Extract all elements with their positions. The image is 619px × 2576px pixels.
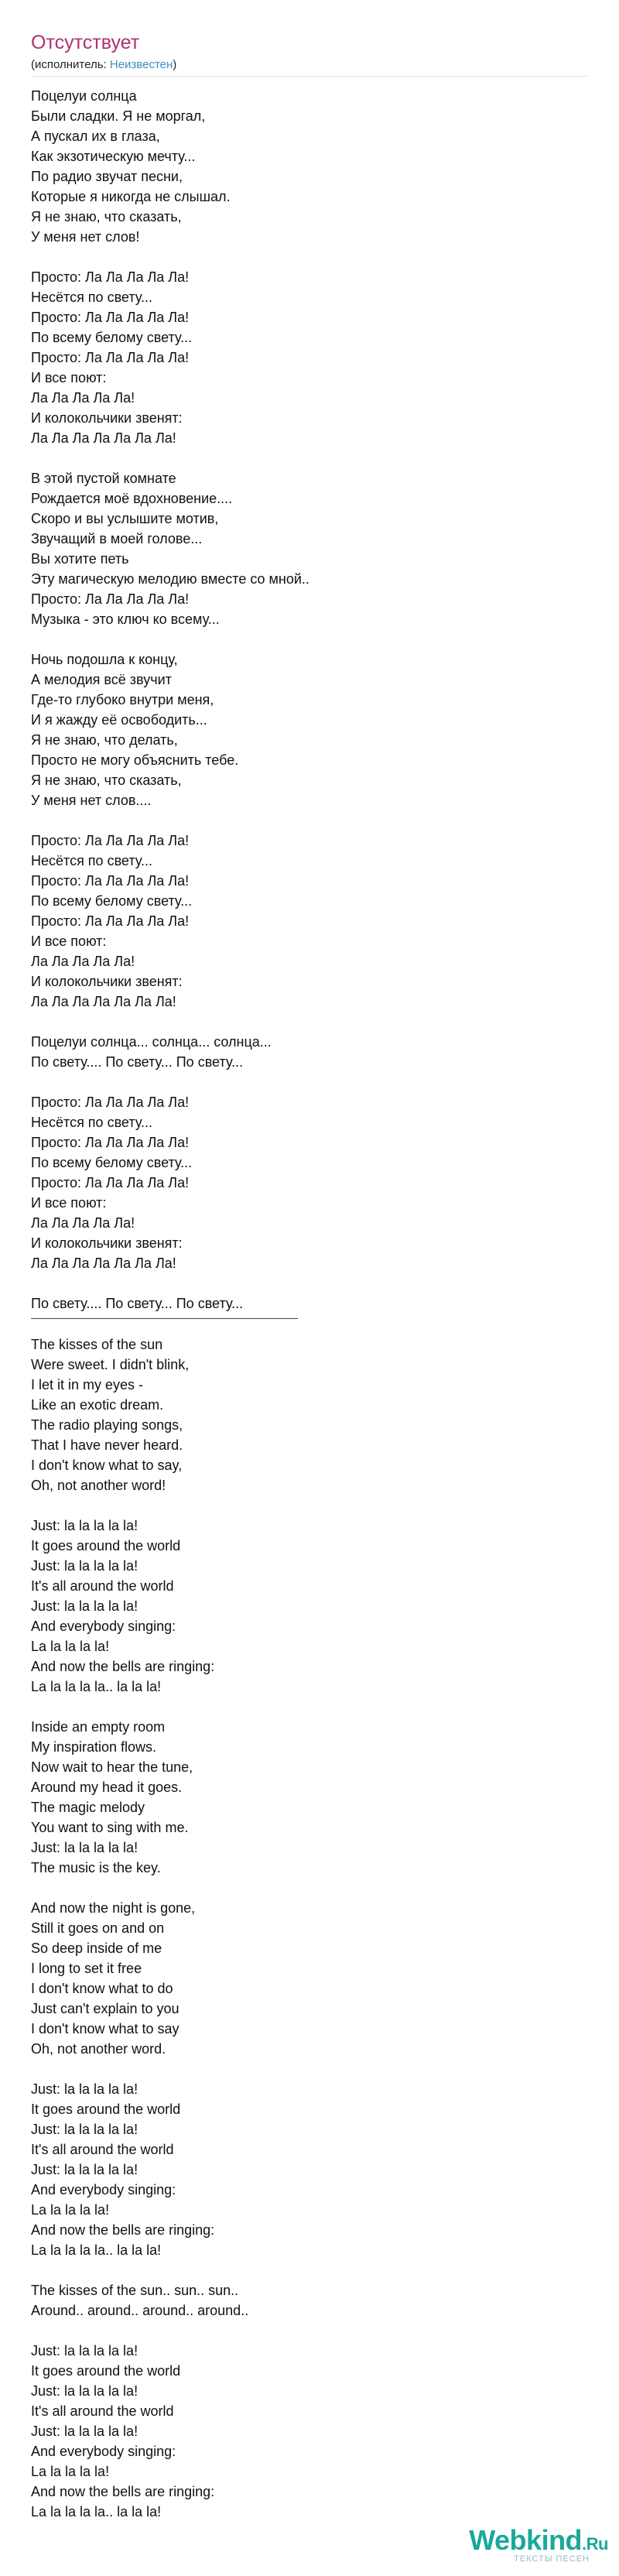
lyric-line: The kisses of the sun.. sun.. sun.. xyxy=(31,2283,239,2298)
lyric-line: Ночь подошла к концу, xyxy=(31,652,178,667)
lyric-line: I let it in my eyes - xyxy=(31,1377,144,1392)
lyric-line: I don't know what to say xyxy=(31,2021,180,2036)
stanza-gap xyxy=(31,247,588,267)
stanza xyxy=(31,1516,588,1697)
lyric-line: And everybody singing: xyxy=(31,1619,176,1634)
lyric-line: Just: la la la la la! xyxy=(31,1558,139,1574)
stanza-gap xyxy=(31,1697,588,1717)
lyric-line: Поцелуи солнца xyxy=(31,88,137,104)
stanza xyxy=(31,1334,588,1495)
lyric-line: Просто: Ла Ла Ла Ла Ла! xyxy=(31,350,190,365)
lyric-line: Скоро и вы услышите мотив, xyxy=(31,511,219,526)
lyric-line: Я не знаю, что делать, xyxy=(31,732,178,748)
lyric-line: Just can't explain to you xyxy=(31,2001,180,2016)
lyric-line: La la la la la.. la la la! xyxy=(31,2504,162,2519)
lyric-line: Просто: Ла Ла Ла Ла Ла! xyxy=(31,591,190,607)
stanza-gap xyxy=(31,1072,588,1092)
lyric-line: Музыка - это ключ ко всему... xyxy=(31,611,220,627)
lyric-line: The kisses of the sun xyxy=(31,1337,163,1352)
lyric-line: The magic melody xyxy=(31,1800,145,1815)
lyric-line: По всему белому свету... xyxy=(31,330,193,345)
lyric-line: Просто: Ла Ла Ла Ла Ла! xyxy=(31,873,190,889)
lyric-line: Ла Ла Ла Ла Ла! xyxy=(31,390,135,406)
lyric-line: Где-то глубоко внутри меня, xyxy=(31,692,214,707)
lyric-line: It goes around the world xyxy=(31,2363,181,2379)
lyric-line: La la la la la! xyxy=(31,1639,110,1654)
lyric-line: Звучащий в моей голове... xyxy=(31,531,203,546)
lyric-line: It's all around the world xyxy=(31,1578,174,1594)
lyric-line: Я не знаю, что сказать, xyxy=(31,209,182,224)
lyric-line: Just: la la la la la! xyxy=(31,2343,139,2358)
logo-tagline: ТЕКСТЫ ПЕСЕН xyxy=(514,2554,590,2564)
stanza-gap xyxy=(31,1495,588,1516)
lyric-line: The radio playing songs, xyxy=(31,1417,183,1433)
stanza xyxy=(31,468,588,629)
stanza xyxy=(31,649,588,810)
lyric-line: А пускал их в глаза, xyxy=(31,128,160,144)
lyric-line: Around.. around.. around.. around.. xyxy=(31,2303,249,2318)
lyric-line: I don't know what to say, xyxy=(31,1458,183,1473)
lyrics-russian xyxy=(31,86,588,1314)
lyric-line: Просто: Ла Ла Ла Ла Ла! xyxy=(31,1094,190,1110)
lyric-line: Просто: Ла Ла Ла Ла Ла! xyxy=(31,1175,190,1190)
artist-line xyxy=(31,57,588,77)
lyric-line: Just: la la la la la! xyxy=(31,1840,139,1855)
stanza-gap xyxy=(31,1878,588,1898)
stanza xyxy=(31,1898,588,2059)
lyric-line: Были сладки. Я не моргал, xyxy=(31,108,206,124)
lyric-line: Эту магическую мелодию вместе со мной.. xyxy=(31,571,310,587)
lyric-line: Просто: Ла Ла Ла Ла Ла! xyxy=(31,310,190,325)
lyric-line: И колокольчики звенят: xyxy=(31,1235,183,1251)
lyric-line: It goes around the world xyxy=(31,2102,181,2117)
lyric-line: Ла Ла Ла Ла Ла Ла Ла! xyxy=(31,1255,176,1271)
stanza xyxy=(31,267,588,448)
logo-name: Webkind xyxy=(469,2524,583,2556)
lyric-line: I long to set it free xyxy=(31,1961,142,1976)
lyric-line: That I have never heard. xyxy=(31,1437,183,1453)
lyric-line: La la la la la.. la la la! xyxy=(31,1679,162,1694)
lyric-line: По всему белому свету... xyxy=(31,1155,193,1170)
artist-suffix: ) xyxy=(173,58,177,71)
lyric-line: По свету.... По свету... По свету... xyxy=(31,1054,244,1070)
lyric-line: Now wait to hear the tune, xyxy=(31,1759,193,1775)
lyric-line: And now the bells are ringing: xyxy=(31,2484,215,2499)
lyric-line: Inside an empty room xyxy=(31,1719,166,1735)
stanza xyxy=(31,86,588,247)
stanza xyxy=(31,2079,588,2260)
stanza xyxy=(31,1092,588,1273)
stanza-gap xyxy=(31,2321,588,2341)
lyric-line: La la la la la.. la la la! xyxy=(31,2242,162,2258)
stanza xyxy=(31,2280,588,2321)
stanza-gap xyxy=(31,2260,588,2280)
stanza-gap xyxy=(31,1273,588,1293)
lyric-line: Как экзотическую мечту... xyxy=(31,149,196,164)
lyric-line: Just: la la la la la! xyxy=(31,2383,139,2399)
lyric-line: Around my head it goes. xyxy=(31,1780,183,1795)
lyrics-english xyxy=(31,1334,588,2522)
lyric-line: А мелодия всё звучит xyxy=(31,672,172,687)
lyric-line: Я не знаю, что сказать, xyxy=(31,772,182,788)
lyric-line: Just: la la la la la! xyxy=(31,1598,139,1614)
lyric-line: Просто: Ла Ла Ла Ла Ла! xyxy=(31,833,190,848)
lyrics-body xyxy=(31,86,588,2522)
lyric-line: По свету.... По свету... По свету... xyxy=(31,1296,244,1311)
lyric-line: Were sweet. I didn't blink, xyxy=(31,1357,190,1372)
lyric-line: В этой пустой комнате xyxy=(31,471,176,486)
stanza xyxy=(31,1293,588,1314)
artist-prefix: (исполнитель: xyxy=(31,58,110,71)
lyric-line: Вы хотите петь xyxy=(31,551,129,567)
lyric-line: Несётся по свету... xyxy=(31,289,152,305)
lyric-line: Oh, not another word! xyxy=(31,1478,166,1493)
lyric-line: The music is the key. xyxy=(31,1860,161,1875)
lyric-line: And now the bells are ringing: xyxy=(31,2222,215,2238)
lyric-line: Ла Ла Ла Ла Ла Ла Ла! xyxy=(31,430,176,446)
lyric-line: Just: la la la la la! xyxy=(31,2122,139,2137)
stanza-gap xyxy=(31,629,588,649)
lyric-line: Поцелуи солнца... солнца... солнца... xyxy=(31,1034,272,1050)
lyric-line: La la la la la! xyxy=(31,2464,110,2479)
lyric-line: Просто: Ла Ла Ла Ла Ла! xyxy=(31,913,190,929)
lyric-line: Просто: Ла Ла Ла Ла Ла! xyxy=(31,1135,190,1150)
lyric-line: Просто не могу объяснить тебе. xyxy=(31,752,239,768)
lyric-line: И все поют: xyxy=(31,370,107,385)
webkind-logo[interactable] xyxy=(453,2525,608,2565)
lyric-line: It's all around the world xyxy=(31,2403,174,2419)
lyric-line: And everybody singing: xyxy=(31,2182,176,2197)
lyric-line: И я жажду её освободить... xyxy=(31,712,207,728)
lyric-line: Несётся по свету... xyxy=(31,1115,152,1130)
lyric-line: Just: la la la la la! xyxy=(31,2424,139,2439)
lyrics-page xyxy=(31,31,588,2522)
lyric-line: Просто: Ла Ла Ла Ла Ла! xyxy=(31,269,190,285)
lyric-line: Just: la la la la la! xyxy=(31,1518,139,1533)
stanza xyxy=(31,2341,588,2522)
lyric-line: My inspiration flows. xyxy=(31,1739,157,1755)
lyric-line: Ла Ла Ла Ла Ла Ла Ла! xyxy=(31,994,176,1009)
stanza xyxy=(31,1717,588,1878)
stanza-gap xyxy=(31,1012,588,1032)
lyric-line: По всему белому свету... xyxy=(31,893,193,909)
lyric-line: И все поют: xyxy=(31,933,107,949)
lyric-line: La la la la la! xyxy=(31,2202,110,2218)
lyric-line: Like an exotic dream. xyxy=(31,1397,164,1413)
stanza xyxy=(31,831,588,1012)
lyric-line: Рождается моё вдохновение.... xyxy=(31,491,233,506)
lyric-line: Just: la la la la la! xyxy=(31,2162,139,2177)
artist-link[interactable]: Неизвестен xyxy=(109,58,173,71)
lyric-line: И все поют: xyxy=(31,1195,107,1211)
lyric-line: Just: la la la la la! xyxy=(31,2081,139,2097)
lyric-line: It's all around the world xyxy=(31,2142,174,2157)
lyric-line: So deep inside of me xyxy=(31,1941,162,1956)
lyric-line: And everybody singing: xyxy=(31,2444,176,2459)
lyric-line: И колокольчики звенят: xyxy=(31,974,183,989)
lyric-line: Которые я никогда не слышал. xyxy=(31,189,231,204)
stanza xyxy=(31,1032,588,1072)
lyric-line: Still it goes on and on xyxy=(31,1920,165,1936)
section-divider xyxy=(31,1318,298,1319)
song-title: Отсутствует xyxy=(31,32,140,53)
lyric-line: У меня нет слов! xyxy=(31,229,140,245)
lyric-line: And now the night is gone, xyxy=(31,1900,196,1916)
lyric-line: I don't know what to do xyxy=(31,1981,173,1996)
lyric-line: Oh, not another word. xyxy=(31,2041,166,2057)
lyric-line: Ла Ла Ла Ла Ла! xyxy=(31,954,135,969)
lyric-line: И колокольчики звенят: xyxy=(31,410,183,426)
lyric-line: Ла Ла Ла Ла Ла! xyxy=(31,1215,135,1231)
lyric-line: По радио звучат песни, xyxy=(31,169,183,184)
logo-tld: .Ru xyxy=(582,2534,608,2554)
stanza-gap xyxy=(31,810,588,831)
lyric-line: And now the bells are ringing: xyxy=(31,1659,215,1674)
lyric-line: У меня нет слов.... xyxy=(31,793,152,808)
lyric-line: You want to sing with me. xyxy=(31,1820,189,1835)
lyric-line: It goes around the world xyxy=(31,1538,181,1553)
stanza-gap xyxy=(31,448,588,468)
lyric-line: Несётся по свету... xyxy=(31,853,152,868)
stanza-gap xyxy=(31,2059,588,2079)
